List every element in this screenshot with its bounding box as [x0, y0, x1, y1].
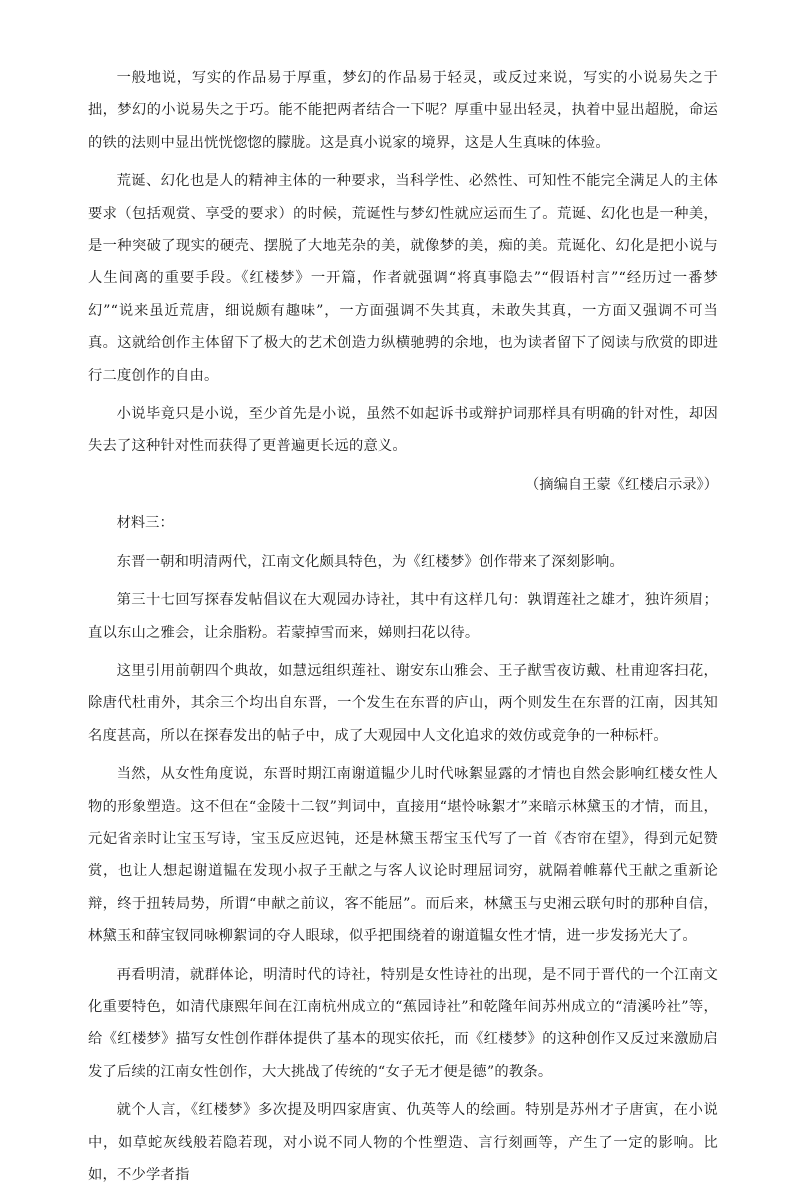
body-paragraph: 当然，从女性角度说，东晋时期江南谢道韫少儿时代咏絮显露的才情也自然会影响红楼女性人物的形象塑造。这不但在“金陵十二钗”判词中，直接用“堪怜咏絮才”来暗示林黛玉的才情，而且，元妃省亲时让宝玉写诗，宝玉反应迟钝，还是林黛玉帮宝玉代写了一首《杏帘在望》，得到元妃赞赏，也让人想起谢道韫在发现小叔子王献之与客人议论时理屈词穷，就隔着帷幕代王献之重新论辩，终于扭转局势，所谓“申献之前议，客不能屈”。而后来，林黛玉与史湘云联句时的那种自信，林黛玉和薛宝钗同咏柳絮词的夺人眼球，似乎把围绕着的谢道韫女性才情，进一步发扬光大了。: [88, 766, 718, 945]
body-paragraph: 小说毕竟只是小说，至少首先是小说，虽然不如起诉书或辩护词那样具有明确的针对性，却因失去了这种针对性而获得了更普遍更长远的意义。: [88, 406, 718, 455]
body-paragraph: 一般地说，写实的作品易于厚重，梦幻的作品易于轻灵，或反过来说，写实的小说易失之于拙，梦幻的小说易失之于巧。能不能把两者结合一下呢？厚重中显出轻灵，执着中显出超脱，命运的铁的法则中显出恍恍惚惚的朦胧。这是真小说家的境界，这是人生真味的体验。: [88, 70, 718, 151]
material-heading: 材料三：: [116, 515, 174, 532]
body-paragraph: 东晋一朝和明清两代，江南文化颇具特色，为《红楼梦》创作带来了深刻影响。: [116, 553, 624, 570]
document-page: [88, 62, 718, 1197]
source-citation: （摘编自王蒙《红楼启示录》）: [524, 476, 718, 493]
body-paragraph: 再看明清，就群体论，明清时代的诗社，特别是女性诗社的出现，是不同于晋代的一个江南文化重要特色，如清代康熙年间在江南杭州成立的“蕉园诗社”和乾隆年间苏州成立的“清溪吟社”等，给《红楼梦》描写女性创作群体提供了基本的现实依托，而《红楼梦》的这种创作又反过来激励启发了后续的江南女性创作，大大挑战了传统的“女子无才便是德”的教条。: [88, 966, 718, 1080]
body-paragraph: 荒诞、幻化也是人的精神主体的一种要求，当科学性、必然性、可知性不能完全满足人的主体要求（包括观赏、享受的要求）的时候，荒诞性与梦幻性就应运而生了。荒诞、幻化也是一种美，是一种突破了现实的硬壳、摆脱了大地芜杂的美，就像梦的美，痴的美。荒诞化、幻化是把小说与人生间离的重要手段。《红楼梦》一开篇，作者就强调“将真事隐去”“假语村言”“经历过一番梦幻”“说来虽近荒唐，细说颇有趣味”，一方面强调不失其真，未敢失其真，一方面又强调不可当真。这就给创作主体留下了极大的艺术创造力纵横驰骋的余地，也为读者留下了阅读与欣赏的即进行二度创作的自由。: [88, 173, 718, 384]
body-paragraph: 第三十七回写探春发帖倡议在大观园办诗社，其中有这样几句：孰谓莲社之雄才，独许须眉；直以东山之雅会，让余脂粉。若蒙掉雪而来，娣则扫花以待。: [88, 592, 718, 641]
body-paragraph: 就个人言，《红楼梦》多次提及明四家唐寅、仇英等人的绘画。特别是苏州才子唐寅，在小说中，如草蛇灰线般若隐若现，对小说不同人物的个性塑造、言行刻画等，产生了一定的影响。比如，不少学者指: [88, 1102, 718, 1183]
body-paragraph: 这里引用前朝四个典故，如慧远组织莲社、谢安东山雅会、王子猷雪夜访戴、杜甫迎客扫花，除唐代杜甫外，其余三个均出自东晋，一个发生在东晋的庐山，两个则发生在东晋的江南，因其知名度甚高，所以在探春发出的帖子中，成了大观园中人文化追求的效仿或竞争的一种标杆。: [88, 662, 718, 744]
